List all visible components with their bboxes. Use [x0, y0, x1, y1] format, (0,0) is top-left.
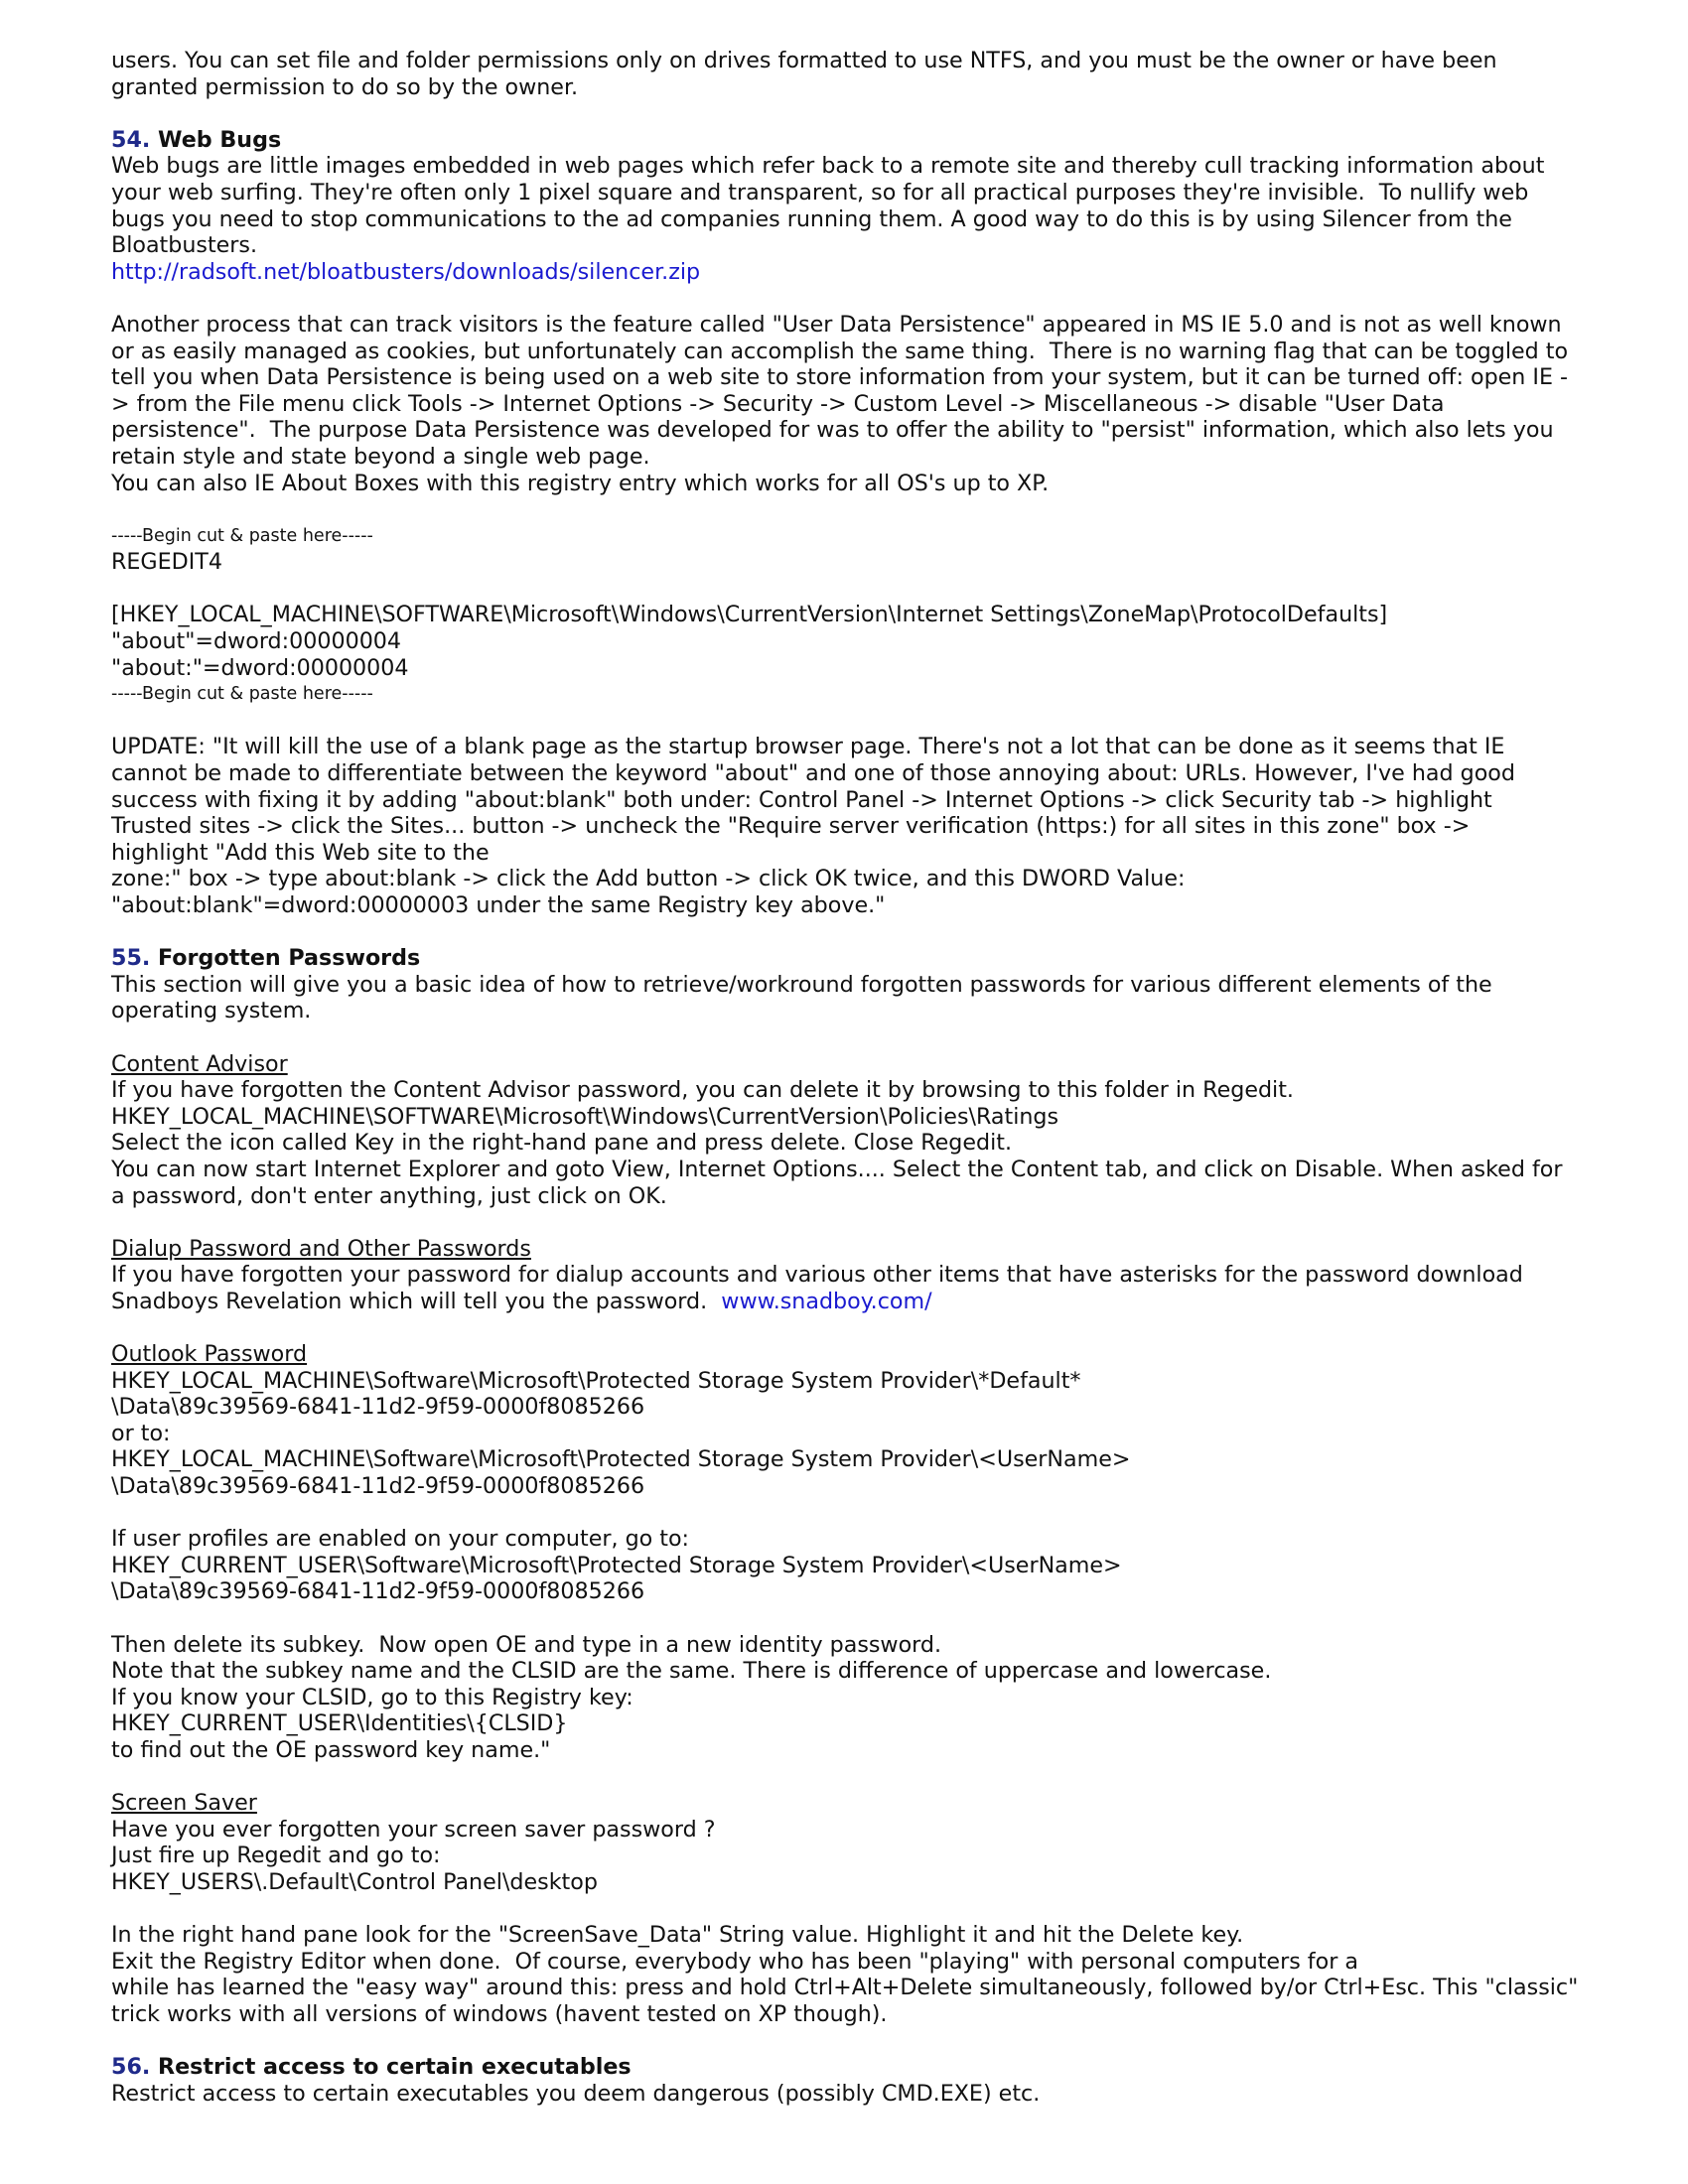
- registry-key: \Data\89c39569-6841-11d2-9f59-0000f8085266: [111, 1394, 645, 1421]
- registry-value: "about:"=dword:00000004: [111, 654, 409, 681]
- registry-key: HKEY_LOCAL_MACHINE\SOFTWARE\Microsoft\Windows\CurrentVersion\Policies\Ratings: [111, 1103, 1059, 1130]
- body-text-span: Snadboys Revelation which will tell you the password.: [111, 1288, 722, 1314]
- registry-key: HKEY_LOCAL_MACHINE\Software\Microsoft\Protected Storage System Provider\<UserName>: [111, 1446, 1131, 1473]
- body-text: If you have forgotten your password for dialup accounts and various other items that have asterisks for the password download: [111, 1262, 1523, 1289]
- section-heading-54: [111, 127, 1601, 154]
- body-text: granted permission to do so by the owner.: [111, 73, 579, 100]
- body-text: highlight "Add this Web site to the: [111, 839, 490, 866]
- section-title: Restrict access to certain executables: [158, 2054, 632, 2081]
- body-text: If user profiles are enabled on your computer, go to:: [111, 1526, 690, 1553]
- body-text: [111, 1289, 1601, 1315]
- body-text: If you have forgotten the Content Advisor password, you can delete it by browsing to this folder in Regedit.: [111, 1077, 1294, 1104]
- body-text: bugs you need to stop communications to the ad companies running them. A good way to do this is by using Silencer from the: [111, 205, 1512, 232]
- body-text: your web surfing. They're often only 1 pixel square and transparent, so for all practical purposes they're invisible. To nullify web: [111, 179, 1529, 205]
- section-heading-55: [111, 945, 1601, 972]
- body-text: or to:: [111, 1420, 171, 1446]
- subheading-content-advisor: Content Advisor: [111, 1050, 288, 1077]
- subheading-screen-saver: Screen Saver: [111, 1790, 257, 1817]
- registry-key: \Data\89c39569-6841-11d2-9f59-0000f8085266: [111, 1473, 645, 1500]
- body-text: This section will give you a basic idea of how to retrieve/workround forgotten passwords for various different elements of the: [111, 971, 1492, 998]
- registry-value: "about"=dword:00000004: [111, 628, 402, 655]
- body-text: cannot be made to differentiate between the keyword "about" and one of those annoying about: URLs. However, I've had good: [111, 760, 1515, 787]
- section-number: 54.: [111, 126, 151, 153]
- body-text: Another process that can track visitors is the feature called "User Data Persistence" appeared in MS IE 5.0 and is not as well known: [111, 311, 1562, 338]
- body-text: If you know your CLSID, go to this Registry key:: [111, 1684, 633, 1710]
- registry-key: HKEY_CURRENT_USER\Software\Microsoft\Protected Storage System Provider\<UserName>: [111, 1552, 1122, 1578]
- body-text: "about:blank"=dword:00000003 under the same Registry key above.": [111, 892, 886, 918]
- body-text: Trusted sites -> click the Sites... button -> uncheck the "Require server verification (https:) for all sites in this zone" box ->: [111, 813, 1471, 840]
- body-text: You can now start Internet Explorer and goto View, Internet Options.... Select the Content tab, and click on Disable. When asked for: [111, 1156, 1563, 1182]
- body-text: users. You can set file and folder permissions only on drives formatted to use NTFS, and you must be the owner or have been: [111, 48, 1497, 73]
- body-text: Have you ever forgotten your screen saver password ?: [111, 1816, 716, 1843]
- registry-key: HKEY_LOCAL_MACHINE\Software\Microsoft\Protected Storage System Provider\*Default*: [111, 1367, 1081, 1394]
- section-number: 55.: [111, 945, 151, 972]
- registry-key: HKEY_USERS\.Default\Control Panel\desktop: [111, 1868, 598, 1895]
- section-title: Forgotten Passwords: [158, 945, 421, 972]
- section-title: Web Bugs: [158, 126, 282, 153]
- section-heading-56: [111, 2054, 1601, 2081]
- body-text: success with fixing it by adding "about:blank" both under: Control Panel -> Internet Options -> click Security tab -> highlight: [111, 786, 1492, 813]
- body-text: or as easily managed as cookies, but unfortunately can accomplish the same thing. There is no warning flag that can be toggled to: [111, 338, 1569, 364]
- body-text: to find out the OE password key name.": [111, 1737, 551, 1763]
- body-text: UPDATE: "It will kill the use of a blank page as the startup browser page. There's not a lot that can be done as it seems that IE: [111, 734, 1505, 760]
- body-text: > from the File menu click Tools -> Internet Options -> Security -> Custom Level -> Miscellaneous -> disable "User Data: [111, 390, 1445, 417]
- body-text: zone:" box -> type about:blank -> click the Add button -> click OK twice, and this DWORD Value:: [111, 866, 1186, 892]
- snadboy-link[interactable]: www.snadboy.com/: [721, 1288, 932, 1314]
- body-text: Exit the Registry Editor when done. Of course, everybody who has been "playing" with personal computers for a: [111, 1948, 1358, 1975]
- body-text: Web bugs are little images embedded in web pages which refer back to a remote site and thereby cull tracking information about: [111, 153, 1545, 180]
- silencer-download-link[interactable]: http://radsoft.net/bloatbusters/downloads/silencer.zip: [111, 258, 701, 285]
- body-text: while has learned the "easy way" around this: press and hold Ctrl+Alt+Delete simultaneously, followed by/or Ctrl+Esc. This "classic": [111, 1975, 1579, 2001]
- body-text: Just fire up Regedit and go to:: [111, 1843, 441, 1869]
- body-text: trick works with all versions of windows (havent tested on XP though).: [111, 2000, 888, 2027]
- cut-paste-marker: -----Begin cut & paste here-----: [111, 525, 373, 546]
- body-text: persistence". The purpose Data Persistence was developed for was to offer the ability to "persist" information, which also lets you: [111, 417, 1554, 444]
- body-text: Then delete its subkey. Now open OE and type in a new identity password.: [111, 1631, 942, 1658]
- body-text: tell you when Data Persistence is being used on a web site to store information from your system, but it can be turned off: open IE -: [111, 364, 1569, 391]
- body-text: Note that the subkey name and the CLSID are the same. There is difference of uppercase and lowercase.: [111, 1658, 1272, 1685]
- subheading-dialup-password: Dialup Password and Other Passwords: [111, 1235, 531, 1262]
- registry-header: REGEDIT4: [111, 549, 222, 576]
- subheading-outlook-password: Outlook Password: [111, 1341, 308, 1368]
- body-text: Restrict access to certain executables you deem dangerous (possibly CMD.EXE) etc.: [111, 2080, 1041, 2107]
- body-text: a password, don't enter anything, just click on OK.: [111, 1182, 667, 1209]
- section-number: 56.: [111, 2054, 151, 2081]
- body-text: operating system.: [111, 998, 312, 1024]
- registry-key: [HKEY_LOCAL_MACHINE\SOFTWARE\Microsoft\Windows\CurrentVersion\Internet Settings\ZoneMap\ProtocolDefaults]: [111, 602, 1388, 628]
- registry-key: HKEY_CURRENT_USER\Identities\{CLSID}: [111, 1710, 568, 1737]
- body-text: You can also IE About Boxes with this registry entry which works for all OS's up to XP.: [111, 470, 1050, 496]
- body-text: Bloatbusters.: [111, 232, 258, 259]
- body-text: retain style and state beyond a single web page.: [111, 443, 650, 470]
- body-text: In the right hand pane look for the "ScreenSave_Data" String value. Highlight it and hit the Delete key.: [111, 1922, 1244, 1949]
- body-text: Select the icon called Key in the right-hand pane and press delete. Close Regedit.: [111, 1130, 1013, 1157]
- registry-key: \Data\89c39569-6841-11d2-9f59-0000f8085266: [111, 1578, 645, 1605]
- cut-paste-marker: -----Begin cut & paste here-----: [111, 684, 373, 705]
- document-page: [111, 48, 1601, 2107]
